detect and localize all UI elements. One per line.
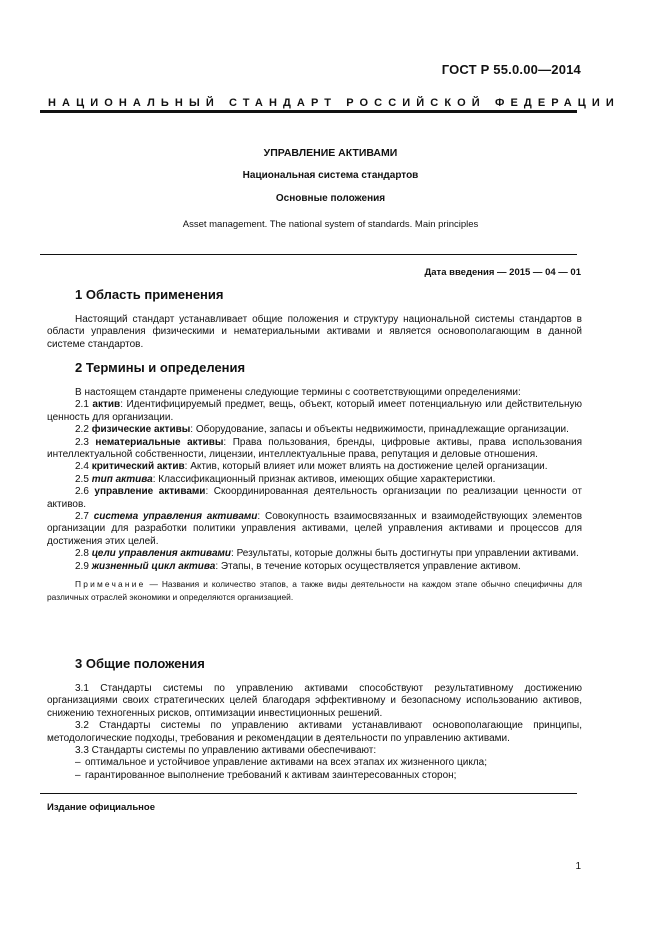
term-2-2: 2.2 физические активы: Оборудование, запасы и объекты недвижимости, принадлежащие организации.	[75, 424, 569, 436]
clause-3-1: 3.1 Стандарты системы по управлению активами способствуют результативному достижению организациями своих стратегических целей благодаря эффективному и безопасному использованию активов, снижению техногенных рисков, оптимизации инвестиционных решений.	[47, 683, 582, 719]
section-3-body	[47, 683, 582, 782]
term-2-8: 2.8 цели управления активами: Результаты, которые должны быть достигнуты при управлении активами.	[75, 548, 579, 560]
term-2-5: 2.5 тип актива: Классификационный признак активов, имеющих общие характеристики.	[75, 473, 496, 485]
note-text: — Названия и количество этапов, а также виды деятельности на каждом этапе обычно специфичны для различных отраслей экономики и определяются организацией.	[47, 579, 582, 602]
note	[47, 578, 582, 603]
section-3-heading: 3 Общие положения	[75, 656, 205, 671]
term-2-3: 2.3 нематериальные активы: Права пользования, бренды, цифровые активы, права использования интеллектуальной собственности, лицензии, интеллектуальные права, репутация и деловые отношения.	[47, 436, 583, 461]
document-subtitle: Основные положения	[275, 193, 386, 204]
document-title: УПРАВЛЕНИЕ АКТИВАМИ	[263, 147, 398, 159]
national-standard-banner: НАЦИОНАЛЬНЫЙ СТАНДАРТ РОССИЙСКОЙ ФЕДЕРАЦИИ	[48, 97, 620, 109]
page-number: 1	[575, 861, 581, 872]
term-2-9: 2.9 жизненный цикл актива: Этапы, в течение которых осуществляется управление активом.	[75, 560, 521, 572]
list-item: – оптимальное и устойчивое управление активами на всех этапах их жизненного цикла;	[75, 757, 488, 769]
term-2-7: 2.7 система управления активами: Совокупность взаимосвязанных и взаимодействующих элементов организации для разработки политики управления активами, целей управления активами и процессов для достижения этих целей.	[47, 511, 583, 547]
official-edition-label: Издание официальное	[47, 802, 155, 813]
section-1-heading: 1 Область применения	[75, 287, 224, 302]
title-rule	[40, 254, 577, 255]
clause-3-2: 3.2 Стандарты системы по управлению активами устанавливают основополагающие принципы, методологические подходы, требования и рекомендации в деятельности по управлению активами.	[47, 720, 582, 744]
introduction-date: Дата введения — 2015 — 04 — 01	[424, 267, 581, 278]
section-2-heading: 2 Термины и определения	[75, 360, 246, 375]
system-title: Национальная система стандартов	[242, 170, 419, 181]
list-item: – гарантированное выполнение требований к активам заинтересованных сторон;	[75, 769, 457, 781]
english-title: Asset management. The national system of standards. Main principles	[182, 219, 479, 230]
standard-code: ГОСТ Р 55.0.00—2014	[441, 62, 581, 77]
note-label: Примечание	[75, 579, 146, 590]
dash-bullet: –	[75, 769, 81, 781]
term-2-1: 2.1 актив: Идентифицируемый предмет, вещь, объект, который имеет потенциальную или действительную ценность для организации.	[47, 399, 582, 423]
banner-rule	[40, 110, 577, 113]
term-2-4: 2.4 критический актив: Актив, который влияет или может влиять на достижение целей организации.	[75, 461, 548, 473]
term-2-6: 2.6 управление активами: Скоординированная деятельность организации по реализации ценности от активов.	[47, 486, 582, 510]
terms-intro: В настоящем стандарте применены следующие термины с соответствующими определениями:	[75, 387, 521, 398]
section-2-body	[47, 387, 582, 603]
clause-3-3: 3.3 Стандарты системы по управлению активами обеспечивают:	[75, 745, 377, 757]
footer-rule	[40, 793, 577, 794]
dash-bullet: –	[75, 757, 81, 769]
section-1-body	[47, 314, 582, 351]
scope-paragraph: Настоящий стандарт устанавливает общие положения и структуру национальной системы стандартов в области управления физическими и нематериальными активами и является основополагающим в данной системе стандартов.	[47, 314, 582, 350]
